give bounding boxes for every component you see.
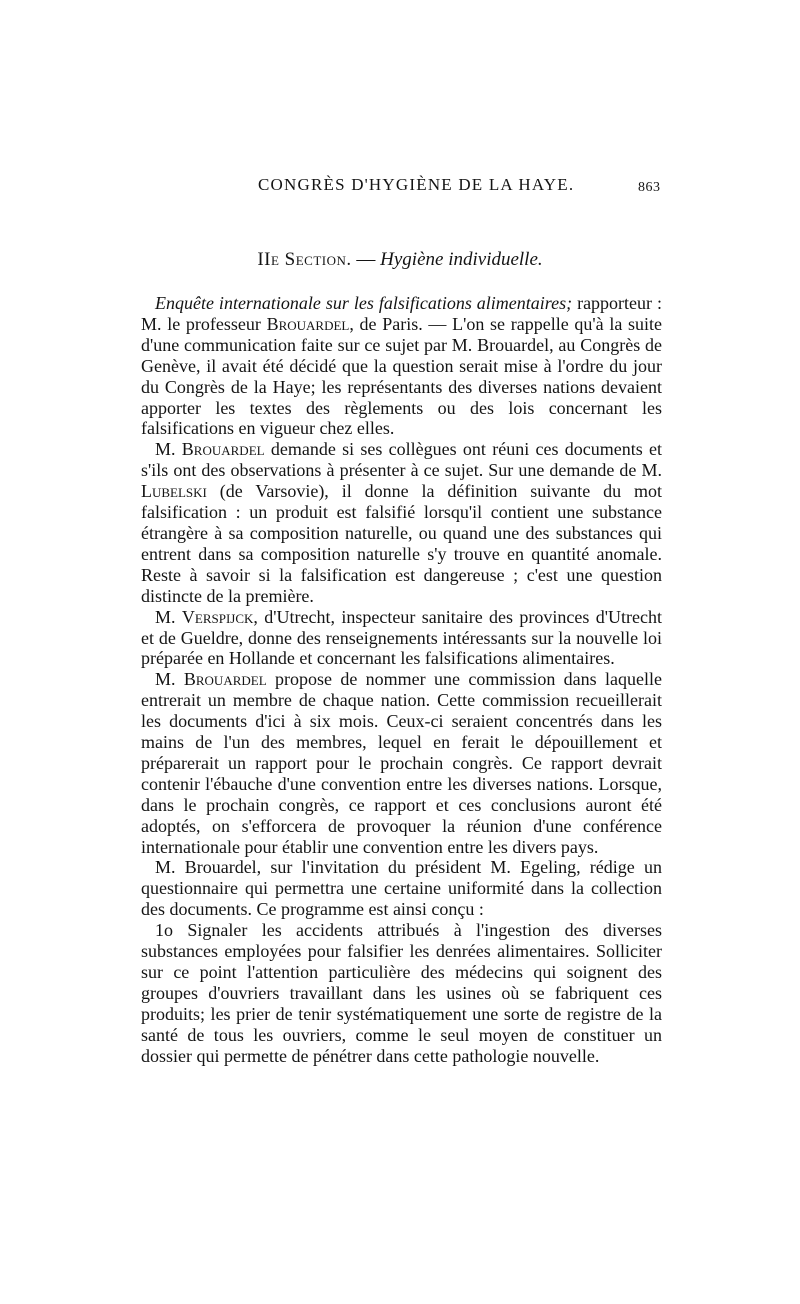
person-name: Brouardel xyxy=(266,313,350,334)
person-name: Verspijck xyxy=(181,606,254,627)
section-separator: — xyxy=(351,249,381,270)
paragraph-text: (de Varsovie), il donne la définition suivante du mot falsification : un produit est falsifié lorsqu'il contient une substance étrangère à sa composition naturelle, ou quand une des substances qui entrent dans sa composition naturelle s'y trouve en quantité anomale. Reste à savoir si la falsification est dangereuse ; c'est une question distincte de la première. xyxy=(141,481,662,606)
paragraph-text: , d'Utrecht, inspecteur sanitaire des provinces d'Utrecht et de Gueldre, donne des renseignements intéressants sur la nouvelle loi préparée en Hollande et concernant les falsifications alimentaires. xyxy=(141,606,662,669)
section-label: IIe Section. xyxy=(257,249,352,270)
page-number: 863 xyxy=(638,180,661,195)
paragraph-text: propose de nommer une commission dans laquelle entrerait un membre de chaque nation. Cette commission recueillerait les documents d'ici à six mois. Ceux-ci seraient concentrés dans les mains de l'un des membres, lequel en ferait le dépouillement et préparerait un rapport pour le prochain congrès. Ce rapport devrait contenir l'ébauche d'une convention entre les diverses nations. Lorsque, dans le prochain congrès, ce rapport et ces conclusions auront été adoptés, on s'efforcera de provoquer la réunion d'une conférence internationale pour établir une convention entre les divers pays. xyxy=(141,669,662,857)
paragraph-verspijck xyxy=(141,607,662,670)
paragraph-enquete xyxy=(141,293,662,439)
running-head xyxy=(0,175,800,199)
section-title: Hygiène individuelle. xyxy=(380,249,543,270)
paragraph-text: demande si ses collègues ont réuni ces documents et s'ils ont des observations à présenter à ce sujet. Sur une demande de M. xyxy=(141,439,662,481)
paragraph-text: M. xyxy=(155,606,182,627)
body-text xyxy=(141,293,662,1067)
running-title: CONGRÈS D'HYGIÈNE DE LA HAYE. xyxy=(258,175,575,194)
person-name: Brouardel xyxy=(183,669,267,690)
paragraph-commission xyxy=(141,669,662,857)
paragraph-definition xyxy=(141,439,662,606)
person-name: Lubelski xyxy=(141,481,207,502)
section-heading xyxy=(0,249,800,271)
paragraph-text: , de Paris. — L'on se rappelle qu'à la suite d'une communication faite sur ce sujet par M. Brouardel, au Congrès de Genève, il avait été décidé que la question serait mise à l'ordre du jour du Congrès de la Haye; les représentants des diverses nations devaient apporter les textes des règlements ou des lois concernant les falsifications en vigueur chez elles. xyxy=(141,313,663,439)
paragraph-programme-item-1: 1o Signaler les accidents attribués à l'ingestion des diverses substances employées pour falsifier les denrées alimentaires. Solliciter sur ce point l'attention particulière des médecins qui soignent des groupes d'ouvriers travaillant dans les usines où se fabriquent ces produits; les prier de tenir systématiquement une sorte de registre de la santé de tous les ouvriers, comme le seul moyen de constituer un dossier qui permette de pénétrer dans cette pathologie nouvelle. xyxy=(141,920,662,1066)
paragraph-questionnaire: M. Brouardel, sur l'invitation du président M. Egeling, rédige un questionnaire qui permettra une certaine uniformité dans la collection des documents. Ce programme est ainsi conçu : xyxy=(141,857,662,920)
paragraph-text: M. xyxy=(155,439,182,460)
paragraph-text: M. xyxy=(155,669,184,690)
person-name: Brouardel xyxy=(181,439,265,460)
paragraph-text: rapporteur : M. le professeur xyxy=(141,293,662,334)
paragraph-lead: Enquête internationale sur les falsifications alimentaires; xyxy=(155,293,573,313)
